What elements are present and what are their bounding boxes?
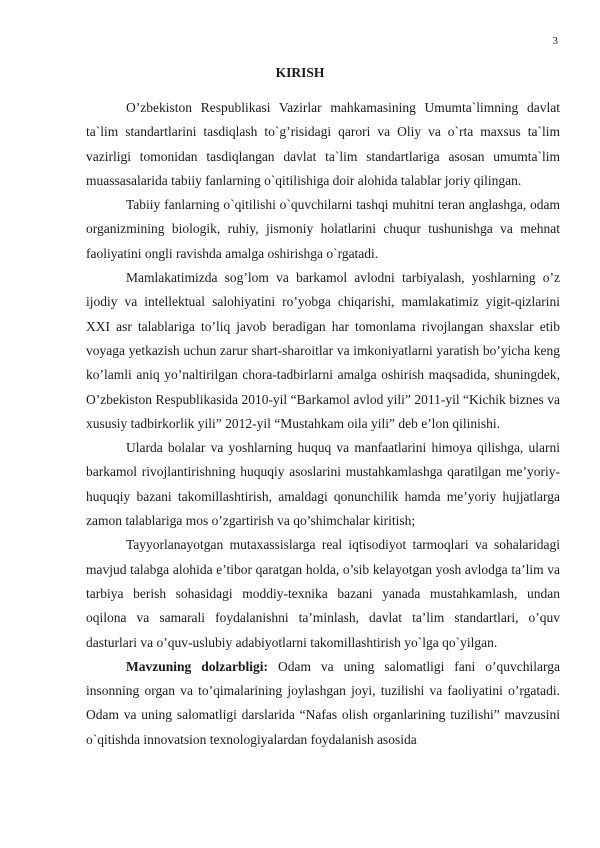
paragraph-specialists: Tayyorlanayotgan mutaxassislarga real iqtisodiyot tarmoqlari va sohalaridagi mavjud talabga alohida e’tibor qaratgan holda, o’sib kelayotgan yosh avlodga ta’lim va tarbiya berish sohasidagi moddiy-texnika bazani yanada mustahkamlash, undan oqilona va samarali foydalanishni ta’minlash, davlat ta’lim standartlari, o’quv dasturlari va o’quv-uslubiy adabiyotlarni takomillashtirish yo`lga qo`yilgan. [86,537,560,650]
paragraph-youth-rights: Ularda bolalar va yoshlarning huquq va manfaatlarini himoya qilishga, ularni barkamol rivojlantirishning huquqiy asoslarini mustahkamlashga qaratilgan me’yoriy-huquqiy bazani takomillashtirish, amaldagi qonunchilik hamda me’yoriy hujjatlarga zamon talablariga mos o’zgartirish va qo’shimchalar kiritish; [86,440,560,529]
paragraph-harmonious-generation: Mamlakatimizda sog’lom va barkamol avlodni tarbiyalash, yoshlarning o’z ijodiy va intellektual salohiyatini ro’yobga chiqarishi, mamlakatimiz yigit-qizlarini XXI asr talablariga to’liq javob beradigan har tomonlama rivojlangan shaxslar etib voyaga yetkazish uchun zarur shart-sharoitlar va imkoniyatlarni yaratish bo’yicha keng ko’lamli aniq yo’naltirilgan chora-tadbirlarni amalga oshirish maqsadida, shuningdek, O’zbekiston Respublikasida 2010-yil “Barkamol avlod yili” 2011-yil “Kichik biznes va xususiy tadbirkorlik yili” 2012-yil “Mustahkam oila yili” deb e’lon qilinishi. [86,270,560,431]
page-number: 3 [552,35,558,47]
document-body [86,96,560,752]
paragraph-natural-sciences: Tabiiy fanlarning o`qitilishi o`quvchilarni tashqi muhitni teran anglashga, odam organizmining biologik, ruhiy, jismoniy holatlarini chuqur tushunishga va mehnat faoliyatini ongli ravishda amalga oshirishga o`rgatadi. [86,197,560,261]
paragraph-intro: O’zbekiston Respublikasi Vazirlar mahkamasining Umumta`limning davlat ta`lim standartlarini tasdiqlash to`g’risidagi qarori va Oliy va o`rta maxsus ta`lim vazirligi tomonidan tasdiqlangan davlat ta`lim standartlariga asosan umumta`lim muassasalarida tabiiy fanlarning o`qitilishiga doir alohida talablar joriy qilingan. [86,100,560,188]
topic-relevance-text: Odam va uning salomatligi fani o’quvchilarga insonning organ va to’qimalarining joylashgan joyi, tuzilishi va faoliyatini o’rgatadi. Odam va uning salomatligi darslarida “Nafas olish organlarining tuzilishi” mavzusini o`qitishda innovatsion texnologiyalardan foydalanish asosida [86,658,560,747]
paragraph-topic-relevance [86,655,560,752]
section-heading: KIRISH [275,65,325,80]
topic-relevance-lead: Mavzuning dolzarbligi: [126,658,268,674]
